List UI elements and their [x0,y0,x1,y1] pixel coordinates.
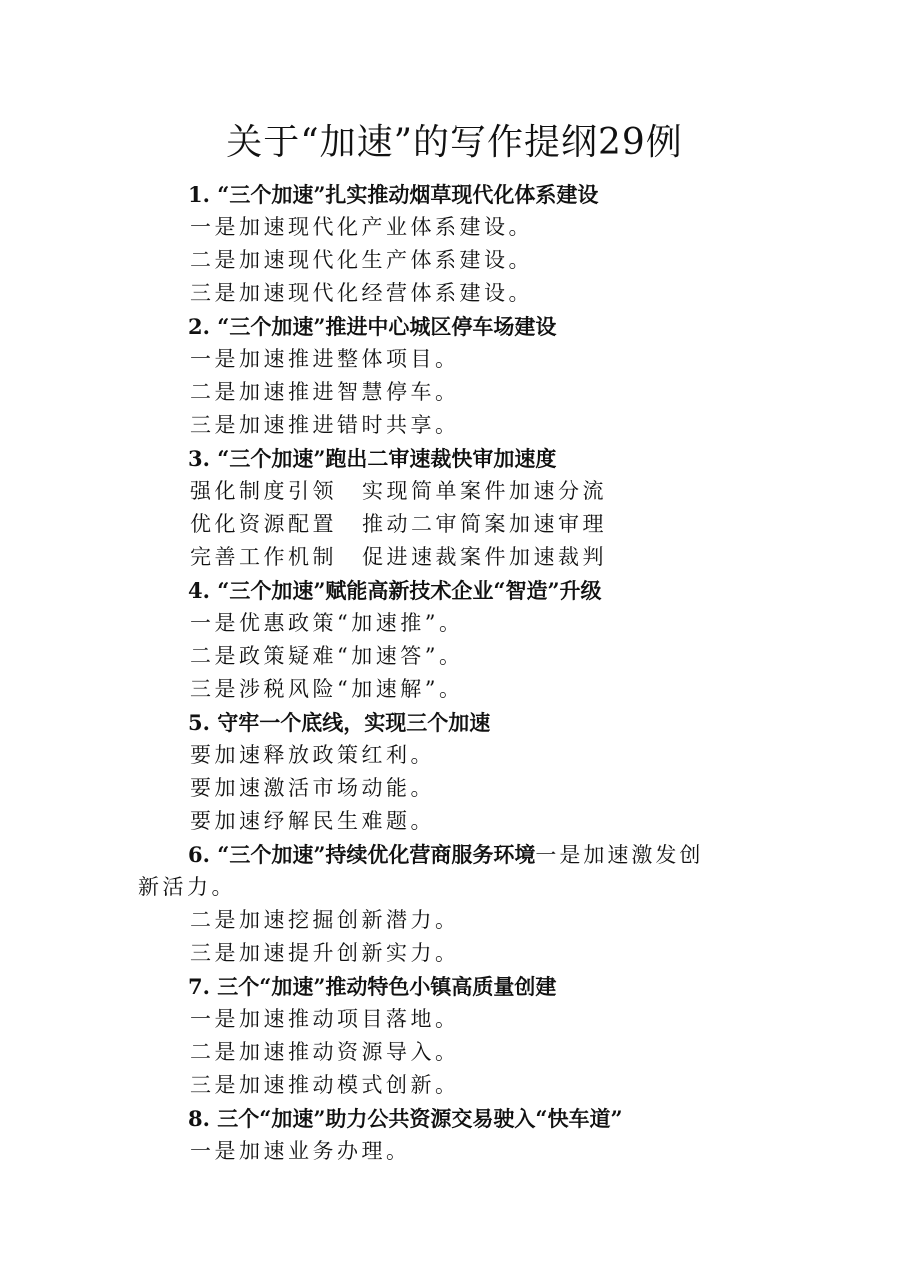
document-body [138,178,778,1168]
section-heading: 5. 守牢一个底线，实现三个加速 [188,710,491,735]
section-point: 三是加速推进错时共享。 [190,413,460,437]
section-heading: 1. “三个加速”扎实推动烟草现代化体系建设 [188,182,599,207]
section-point: 三是加速现代化经营体系建设。 [190,281,533,305]
section-heading: 7. 三个“加速”推动特色小镇高质量创建 [188,974,557,999]
section-point: 三是加速推动模式创新。 [190,1073,460,1097]
section-point: 二是加速推动资源导入。 [190,1040,460,1064]
section-point: 二是政策疑难“加速答”。 [190,644,464,668]
section-heading: 4. “三个加速”赋能高新技术企业“智造”升级 [188,578,602,603]
pair-lead: 强化制度引领 [190,479,337,503]
inline-point-start: 一是加速激发创 [535,843,704,867]
pair-lead: 完善工作机制 [190,545,337,569]
pair-lead: 优化资源配置 [190,512,337,536]
section-heading: 8. 三个“加速”助力公共资源交易驶入“快车道” [188,1106,623,1131]
section-point: 要加速释放政策红利。 [190,743,435,767]
pair-detail: 实现简单案件加速分流 [362,479,607,503]
section-point: 一是加速现代化产业体系建设。 [190,215,533,239]
section-pair [138,475,778,508]
section-point: 三是加速提升创新实力。 [190,941,460,965]
section-pair [138,541,778,574]
inline-point-continuation: 新活力。 [138,875,236,899]
pair-detail: 促进速裁案件加速裁判 [362,545,607,569]
section-point: 一是加速业务办理。 [190,1139,411,1163]
section-point: 一是加速推动项目落地。 [190,1007,460,1031]
section-point: 二是加速推进智慧停车。 [190,380,460,404]
section-point: 一是优惠政策“加速推”。 [190,611,464,635]
section-point: 要加速激活市场动能。 [190,776,435,800]
pair-detail: 推动二审简案加速审理 [362,512,607,536]
document-title: 关于“加速”的写作提纲29例 [226,122,683,163]
section-point: 二是加速挖掘创新潜力。 [190,908,460,932]
section-point: 二是加速现代化生产体系建设。 [190,248,533,272]
section-heading: 3. “三个加速”跑出二审速裁快审加速度 [188,446,557,471]
section-point: 要加速纾解民生难题。 [190,809,435,833]
section-heading: 2. “三个加速”推进中心城区停车场建设 [188,314,557,339]
section-pair [138,508,778,541]
section-heading-with-inline-point [138,838,778,871]
section-point: 三是涉税风险“加速解”。 [190,677,464,701]
section-point: 一是加速推进整体项目。 [190,347,460,371]
section-heading: 6. “三个加速”持续优化营商服务环境 [188,842,536,867]
